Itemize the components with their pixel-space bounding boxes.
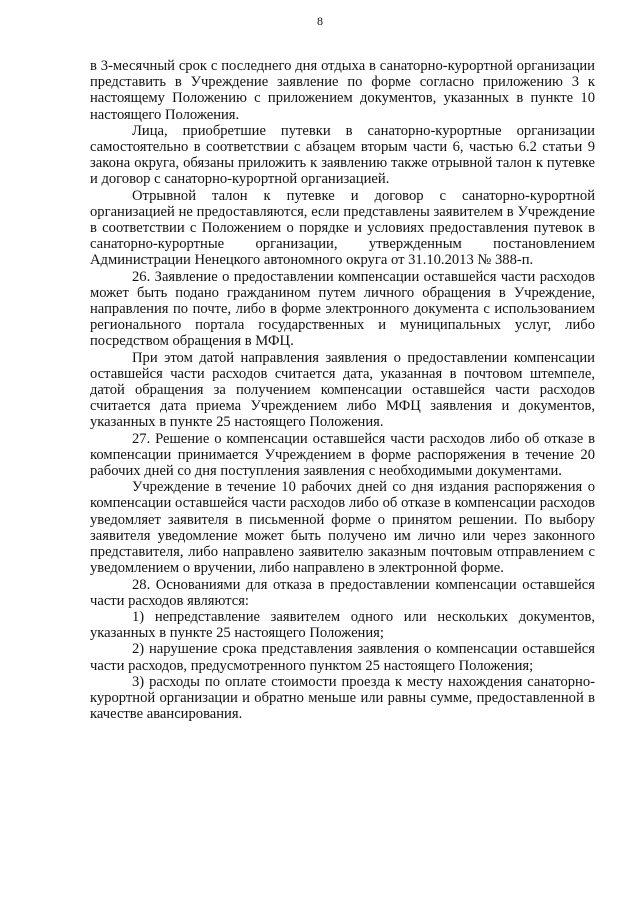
paragraph-item-26: 26. Заявление о предоставлении компенсации оставшейся части расходов может быть подано гражданином путем личного обращения в Учреждение, направления по почте, либо в форме электронного документа с использованием регионального портала государственных и муниципальных услуг, либо посредством обращения в МФЦ. (90, 268, 595, 350)
list-item-refusal-3: 3) расходы по оплате стоимости проезда к месту нахождения санаторно-курортной организации и обратно меньше или равны сумме, предоставленной в качестве авансирования. (90, 673, 595, 723)
paragraph-self-purchased-vouchers: Лица, приобретшие путевки в санаторно-курортные организации самостоятельно в соответствии с абзацем вторым части 6, частью 6.2 статьи 9 закона округа, обязаны приложить к заявлению также отрывной талон к путевке и договор с санаторно-курортной организацией. (90, 122, 595, 188)
paragraph-item-28: 28. Основаниями для отказа в предоставлении компенсации оставшейся части расходов являются: (90, 576, 595, 609)
page-number: 8 (317, 14, 323, 28)
document-body (90, 58, 595, 722)
paragraph-item-27: 27. Решение о компенсации оставшейся части расходов либо об отказе в компенсации принимается Учреждением в форме распоряжения в течение 20 рабочих дней со дня поступления заявления с необходимыми документами. (90, 430, 595, 480)
paragraph-coupon-not-required: Отрывной талон к путевке и договор с санаторно-курортной организацией не предоставляются, если представлены заявителем в Учреждение в соответствии с Положением о порядке и условиях предоставления путевок в санаторно-курортные организации, утвержденным постановлением Администрации Ненецкого автономного округа от 31.10.2013 № 388-п. (90, 187, 595, 269)
list-item-refusal-2: 2) нарушение срока представления заявления о компенсации оставшейся части расходов, предусмотренного пунктом 25 настоящего Положения; (90, 641, 595, 674)
list-item-refusal-1: 1) непредставление заявителем одного или нескольких документов, указанных в пункте 25 настоящего Положения; (90, 608, 595, 642)
paragraph-application-date: При этом датой направления заявления о предоставлении компенсации оставшейся части расходов считается дата, указанная в почтовом штемпеле, датой обращения за получением компенсации оставшейся части расходов считается дата приема Учреждением либо МФЦ заявления и документов, указанных в пункте 25 настоящего Положения. (90, 349, 595, 431)
paragraph-continuation: в 3-месячный срок с последнего дня отдыха в санаторно-курортной организации представить в Учреждение заявление по форме согласно приложению 3 к настоящему Положению с приложением документов, указанных в пункте 10 настоящего Положения. (90, 58, 595, 123)
paragraph-notification: Учреждение в течение 10 рабочих дней со дня издания распоряжения о компенсации оставшейся части расходов либо об отказе в компенсации расходов уведомляет заявителя в письменной форме о принятом решении. По выбору заявителя уведомление может быть получено им лично или через законного представителя, либо направлено заявителю заказным почтовым отправлением с уведомлением о вручении, либо направлено в электронной форме. (90, 479, 595, 577)
